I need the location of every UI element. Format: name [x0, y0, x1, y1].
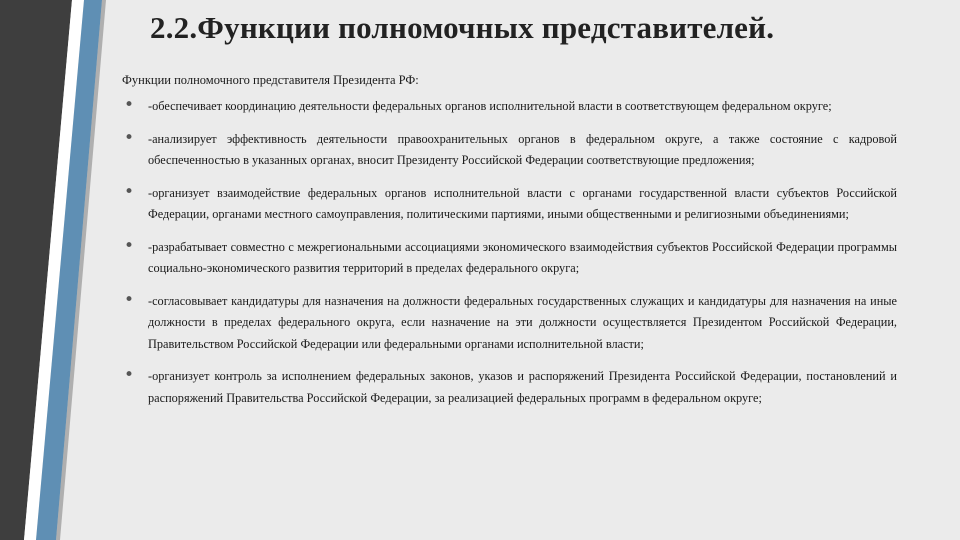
bullet-icon: • — [124, 235, 135, 256]
bullet-icon: • — [124, 127, 135, 148]
list-item-text: -обеспечивает координацию деятельности федеральных органов исполнительной власти в соответствующем федеральном округе; — [148, 99, 832, 113]
bullet-icon: • — [124, 95, 135, 115]
list-item — [122, 96, 897, 118]
bullet-icon: • — [124, 289, 135, 310]
list-item-text: -организует взаимодействие федеральных органов исполнительной власти с органами государственной власти субъектов Российской Федерации, органами местного самоуправления, политическими партиями, иными общественными и религиозными объединениями; — [148, 185, 897, 221]
list-item-text: -анализирует эффективность деятельности правоохранительных органов в федеральном округе, а также состояние с кадровой обеспеченностью в указанных органах, вносит Президенту Российской Федерации соответствующие предложения; — [148, 131, 897, 167]
list-item — [122, 183, 897, 226]
bullet-icon: • — [124, 181, 135, 202]
intro-text: Функции полномочного представителя Президента РФ: — [122, 73, 419, 87]
list-item-text: -разрабатывает совместно с межрегиональными ассоциациями экономического взаимодействия субъектов Российской Федерации программы социально-экономического развития территорий в пределах федерального округа; — [148, 239, 897, 275]
list-item-text: -организует контроль за исполнением федеральных законов, указов и распоряжений Президента Российской Федерации, постановлений и распоряжений Правительства Российской Федерации, за реализацией федеральных программ в федеральном округе; — [148, 369, 897, 405]
decorative-sidebar — [0, 0, 106, 540]
slide-title: 2.2.Функции полномочных представителей. — [150, 10, 775, 45]
list-item — [122, 237, 897, 280]
list-item-text: -согласовывает кандидатуры для назначения на должности федеральных государственных служащих и кандидатуры для назначения на иные должности в пределах федерального округа, если назначение на эти должности осуществляется Президентом Российской Федерации, Правительством Российской Федерации или федеральными органами исполнительной власти; — [148, 293, 897, 351]
list-item — [122, 366, 897, 409]
functions-list — [122, 96, 897, 420]
bullet-icon: • — [124, 365, 135, 385]
list-item — [122, 129, 897, 172]
list-item — [122, 291, 897, 356]
sidebar-stripes-graphic — [0, 0, 106, 540]
